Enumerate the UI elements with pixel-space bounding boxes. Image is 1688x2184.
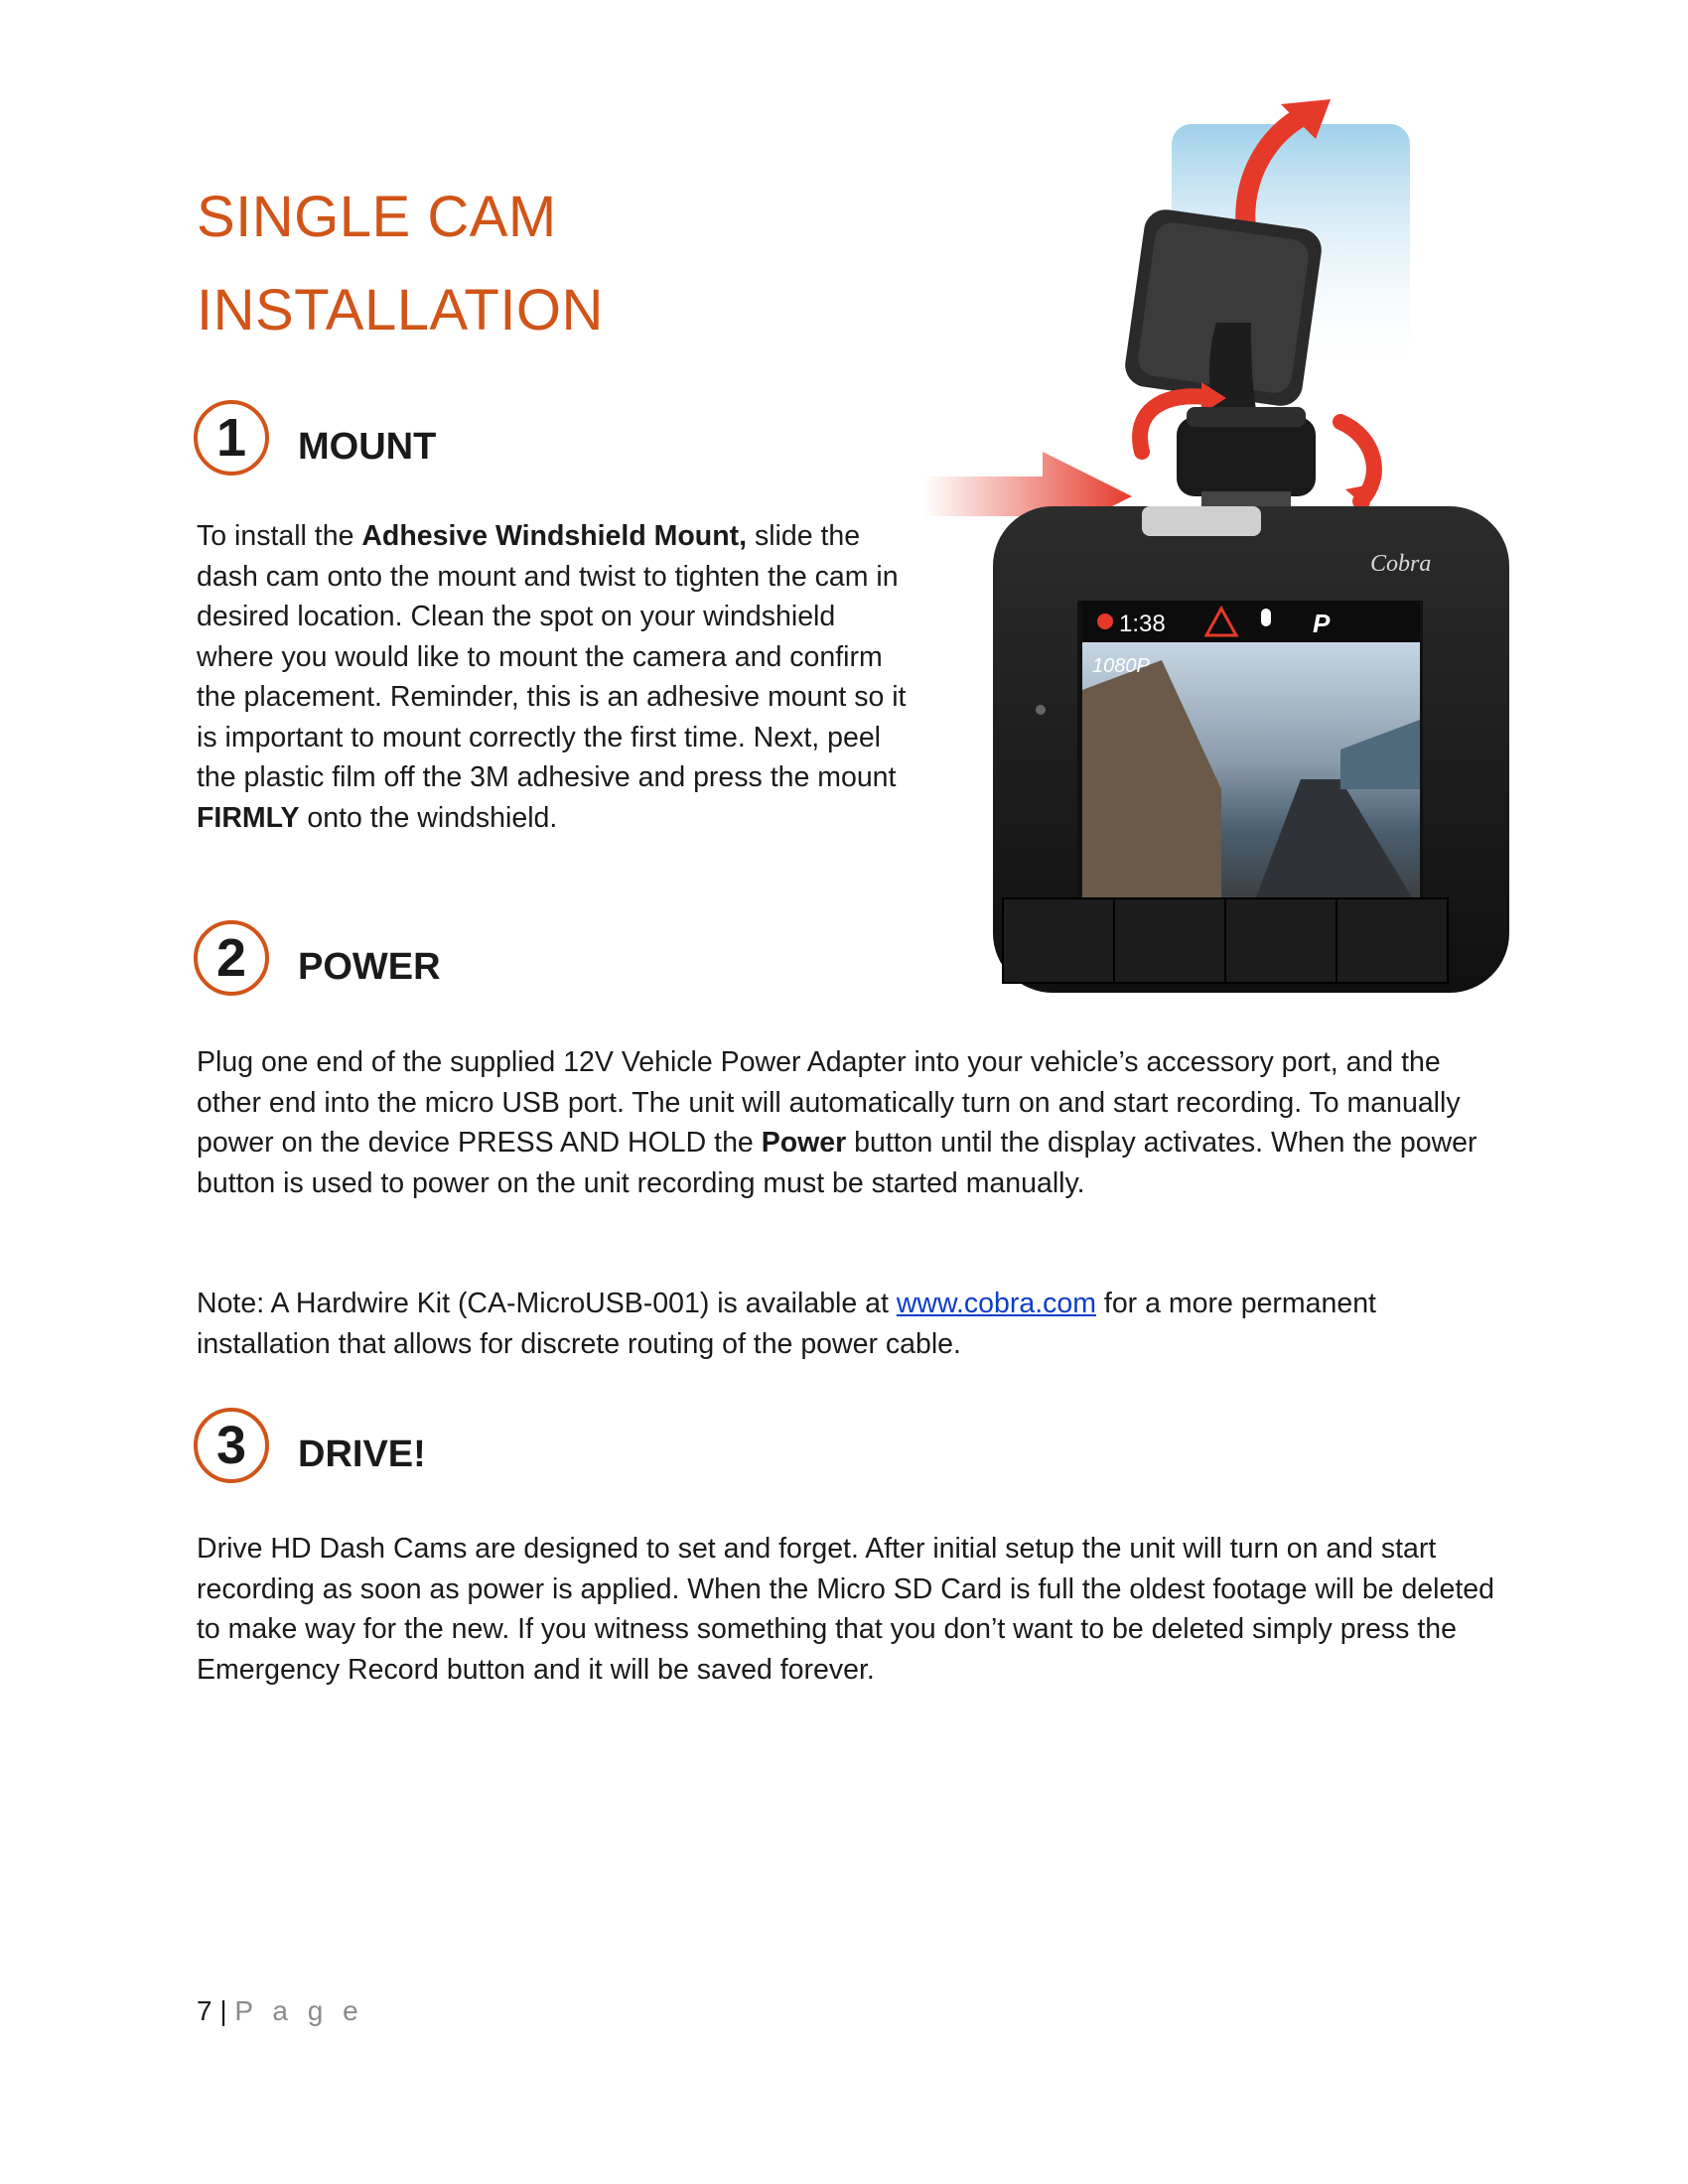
power-text-1: Plug one end of the supplied 12V Vehicle Power Adapter into your vehicle’s accessory port, and the other end into the micro USB port. The unit will automatically turn on and start recording. To manually power on the device PRESS AND HOLD the [197,1046,1461,1159]
title-line-2: INSTALLATION [197,278,604,342]
screen-mic-icon [1261,609,1271,626]
mount-bold-1: Adhesive Windshield Mount, [361,520,748,552]
page-footer [197,1995,364,2027]
camera-brand-logo: Cobra [1370,551,1432,577]
camera-buttons [1003,898,1448,983]
screen-resolution: 1080P [1092,655,1150,677]
step-1-label: MOUNT [298,426,437,468]
screen-rec-time: 1:38 [1119,611,1166,637]
page-number: 7 [197,1995,212,2026]
cobra-website-link[interactable]: www.cobra.com [896,1288,1096,1319]
page-separator: | [219,1995,227,2026]
step-2-number-badge: 2 [194,920,269,996]
note-text-1: Note: A Hardwire Kit (CA-MicroUSB-001) is available at [197,1288,897,1319]
mount-instructions [197,516,912,838]
mount-text-1: To install the [197,520,362,552]
page-title [197,171,892,357]
step-1-number-badge: 1 [194,400,269,476]
power-text-2: button until the display activates. When the power button is used to power on the unit recording must be started manually. [197,1127,1477,1199]
note-text-2: for a more permanent installation that allows for discrete routing of the power cable. [197,1288,1376,1360]
dash-cam-illustration [923,94,1539,998]
power-instructions [197,1042,1497,1203]
mount-text-3: onto the windshield. [299,801,558,834]
mount-text-2: slide the dash cam onto the mount and twist to tighten the cam in desired location. Clean the spot on your windshield where you would like to mount the camera and confirm the placement. Reminder, this is an adhesive mount so it is important to mount correctly the first time. Next, peel the plastic film off the 3M adhesive and press the mount [197,520,907,793]
page-word: P a g e [234,1995,364,2026]
drive-instructions: Drive HD Dash Cams are designed to set and forget. After initial setup the unit will turn on and start recording as soon as power is applied. When the Micro SD Card is full the oldest footage will be deleted to make way for the new. If you witness something that you don’t want to be deleted simply press the Emergency Record button and it will be saved forever. [197,1533,1494,1686]
mount-knob [1177,417,1316,496]
screen-mode: P [1313,609,1331,638]
step-3-number-badge: 3 [194,1408,269,1483]
title-line-1: SINGLE CAM [197,185,557,249]
hardwire-note [197,1284,1497,1364]
power-bold-1: Power [761,1127,847,1159]
step-2-label: POWER [298,946,441,988]
step-3-label: DRIVE! [298,1433,426,1475]
mount-bold-2: FIRMLY [197,801,300,834]
